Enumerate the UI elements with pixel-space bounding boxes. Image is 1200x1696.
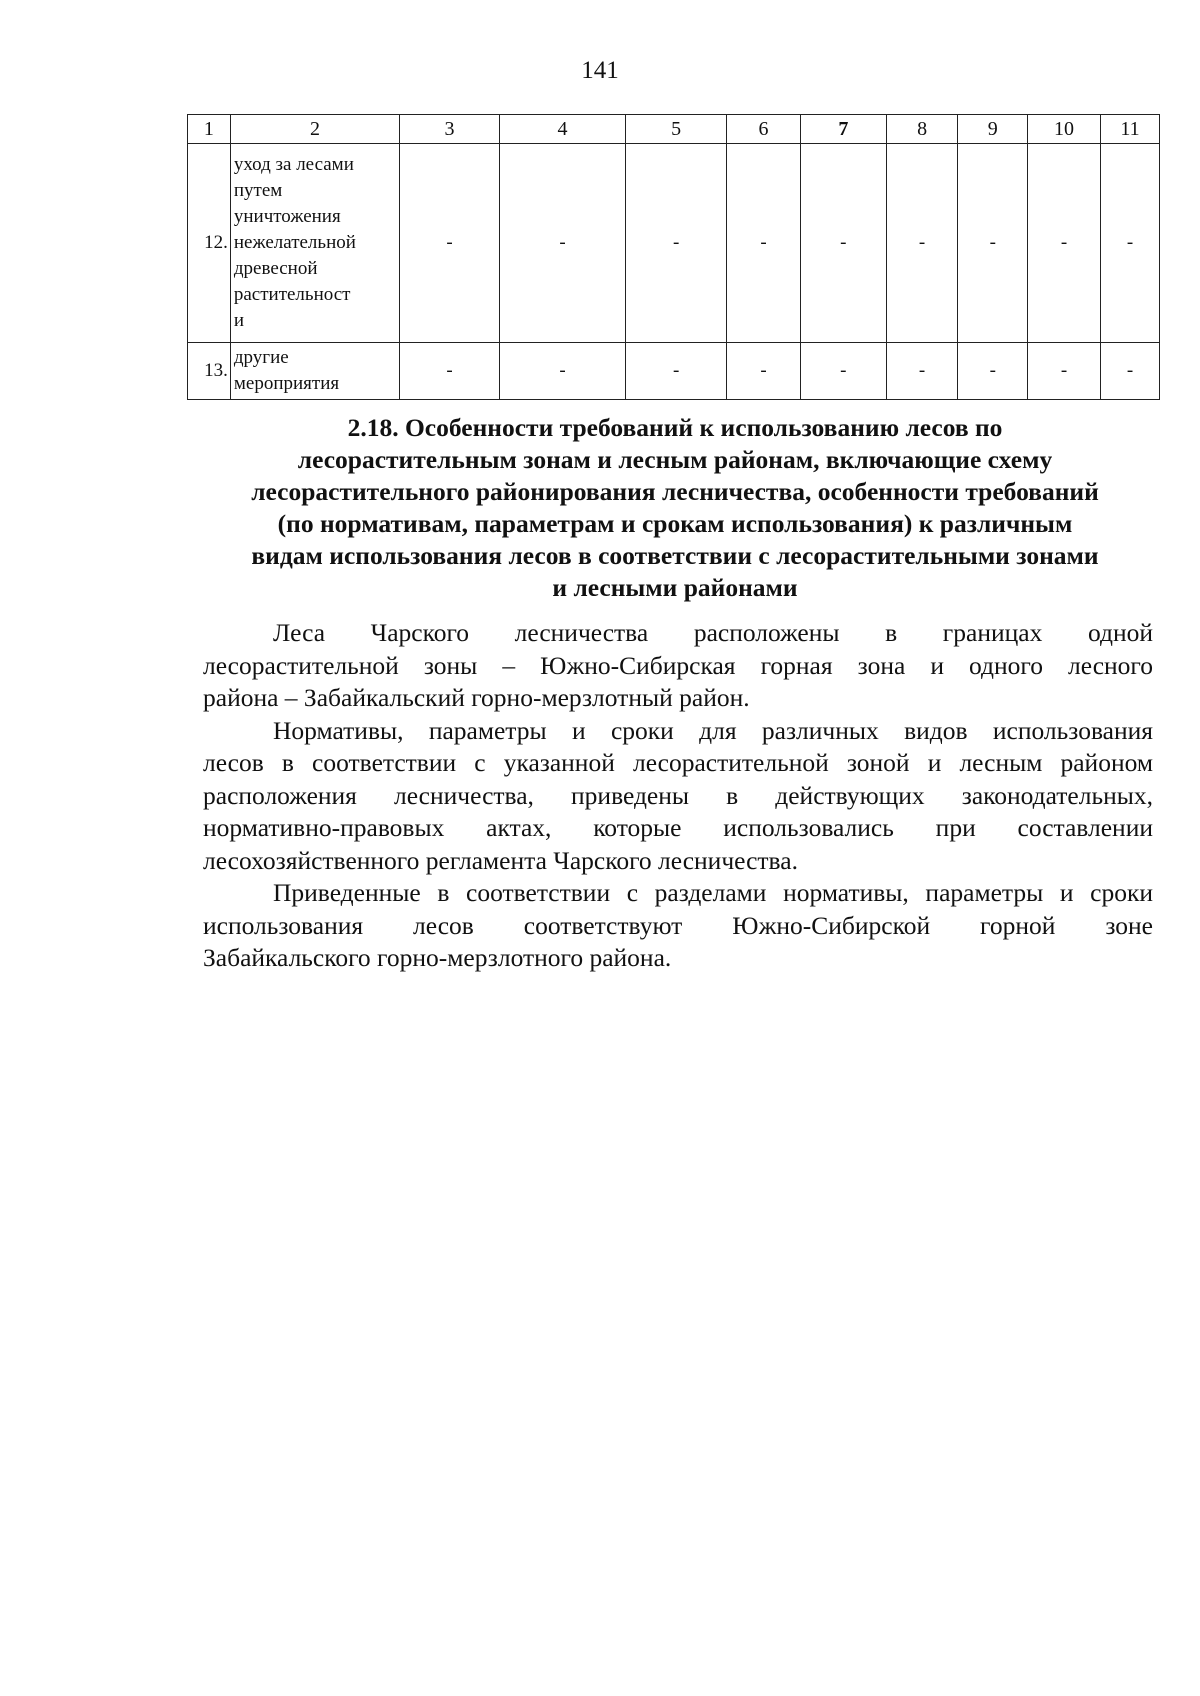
section-title-line: лесорастительным зонам и лесным районам, включающие схему: [297, 445, 1053, 474]
column-header: 5: [626, 115, 727, 144]
row-name-line: другие: [233, 347, 289, 368]
data-table: [187, 114, 1160, 400]
paragraph-line: нормативно-правовых актах, которые использовались при составлении: [203, 813, 1153, 842]
section-title-line: лесорастительного районирования лесничества, особенности требований: [251, 477, 1099, 506]
column-header: 3: [400, 115, 500, 144]
row-name-line: мероприятия: [233, 373, 340, 394]
row-name-line: уничтожения: [233, 206, 341, 227]
column-header: 10: [1028, 115, 1101, 144]
table-cell: -: [886, 144, 958, 343]
section-title: [195, 412, 1155, 604]
paragraph-line: использования лесов соответствуют Южно-Сибирской горной зоне: [203, 910, 1153, 940]
column-header: 1: [188, 115, 231, 144]
table-cell: -: [1100, 144, 1159, 343]
table-cell: -: [400, 144, 500, 343]
paragraph-line: района – Забайкальский горно-мерзлотный район.: [203, 683, 750, 712]
row-name-line: древесной: [233, 258, 318, 279]
section-title-line: (по нормативам, параметрам и срокам использования) к различным: [277, 509, 1073, 538]
table-cell: -: [800, 343, 886, 400]
row-name-line: растительност: [233, 284, 351, 305]
paragraph-line: Леса Чарского лесничества расположены в границах одной: [273, 618, 1153, 647]
column-header: 6: [727, 115, 801, 144]
row-number: 12.: [188, 144, 231, 343]
paragraph-line: лесохозяйственного регламента Чарского лесничества.: [203, 845, 798, 875]
table-cell: -: [626, 144, 727, 343]
column-header: 4: [499, 115, 625, 144]
table-row: [188, 343, 1160, 400]
table-cell: -: [886, 343, 958, 400]
paragraph: [203, 877, 1153, 975]
body-text: [203, 617, 1153, 975]
table-cell: -: [499, 144, 625, 343]
column-header: 8: [886, 115, 958, 144]
table-cell: -: [626, 343, 727, 400]
table-cell: -: [958, 343, 1028, 400]
table-cell: -: [727, 343, 801, 400]
row-name: [230, 343, 399, 400]
section-title-line: видам использования лесов в соответствии с лесорастительными зонами: [251, 541, 1099, 570]
row-name: [230, 144, 399, 343]
page-number: 141: [581, 57, 619, 84]
table-cell: -: [499, 343, 625, 400]
paragraph-line: Нормативы, параметры и сроки для различных видов использования: [273, 715, 1153, 745]
column-header: 9: [958, 115, 1028, 144]
column-header: 11: [1100, 115, 1159, 144]
paragraph-line: расположения лесничества, приведены в действующих законодательных,: [203, 780, 1153, 810]
table-cell: -: [800, 144, 886, 343]
table-row: [188, 144, 1160, 343]
row-name-line: уход за лесами: [233, 154, 354, 175]
table-cell: -: [1028, 144, 1101, 343]
table-cell: -: [1028, 343, 1101, 400]
table-cell: -: [400, 343, 500, 400]
section-title-line: и лесными районами: [552, 573, 798, 602]
row-name-line: путем: [233, 180, 283, 201]
paragraph: [203, 715, 1153, 878]
column-header: 2: [230, 115, 399, 144]
section-title-line: 2.18. Особенности требований к использованию лесов по: [347, 413, 1003, 442]
row-number: 13.: [188, 343, 231, 400]
table-header-row: [188, 115, 1160, 144]
paragraph-line: Забайкальского горно-мерзлотного района.: [203, 943, 672, 972]
table-cell: -: [958, 144, 1028, 343]
table-cell: -: [1100, 343, 1159, 400]
paragraph: [203, 617, 1153, 715]
row-name-line: нежелательной: [233, 232, 356, 253]
column-header: 7: [800, 115, 886, 144]
paragraph-line: лесов в соответствии с указанной лесорастительной зоной и лесным районом: [203, 748, 1153, 777]
row-name-line: и: [233, 310, 245, 331]
paragraph-line: лесорастительной зоны – Южно-Сибирская горная зона и одного лесного: [203, 650, 1153, 680]
table-cell: -: [727, 144, 801, 343]
paragraph-line: Приведенные в соответствии с разделами нормативы, параметры и сроки: [273, 878, 1153, 907]
